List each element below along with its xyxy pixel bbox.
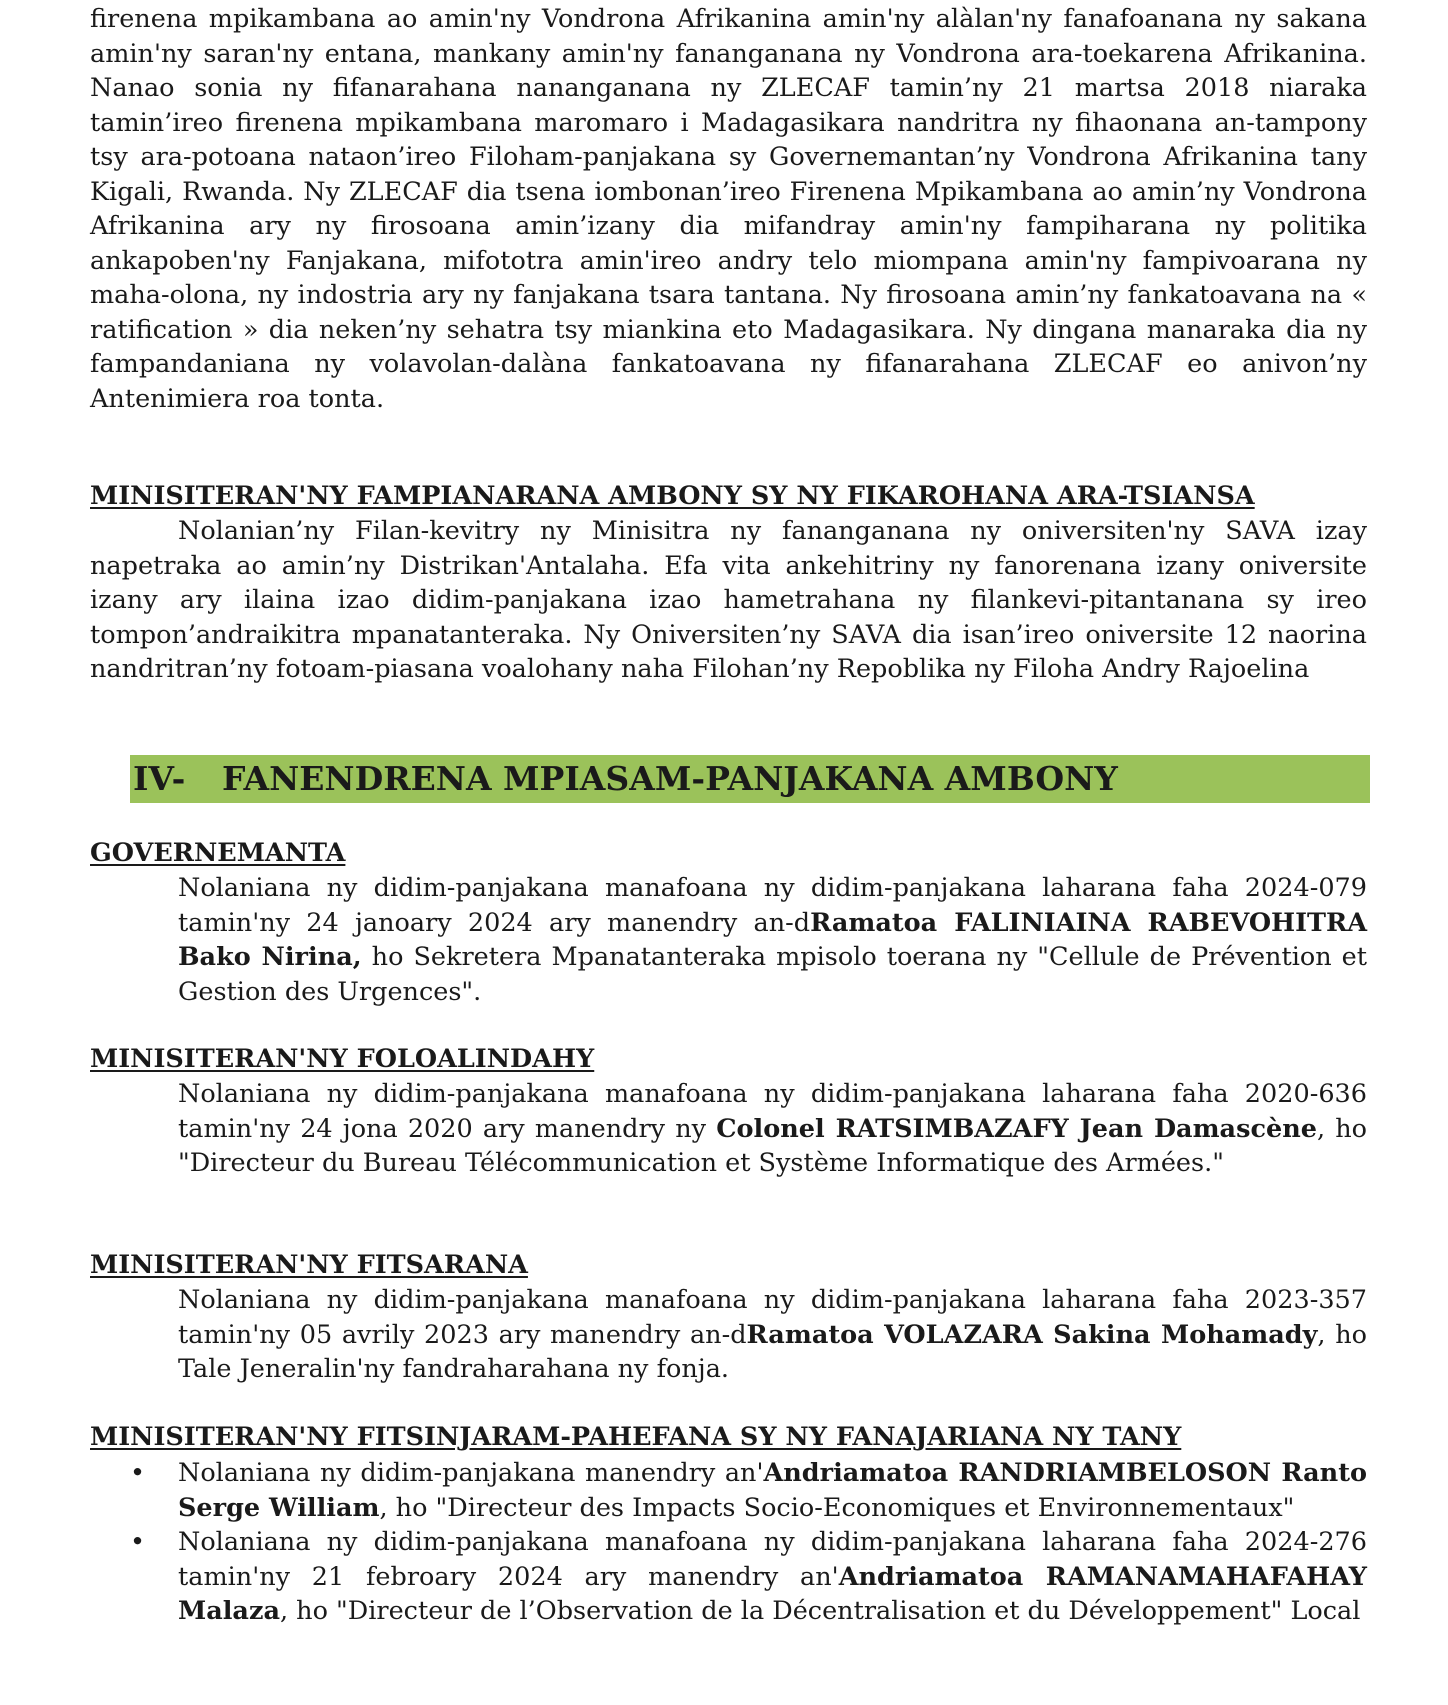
section-title: FANENDRENA MPIASAM-PANJAKANA AMBONY (222, 759, 1118, 798)
governemanta-text-pre: Nolaniana ny didim-panjakana manafoana ny didim-panjakana laharana faha 2024-079 tamin'ny 24 janoary 2024 ary manendry an-d (178, 873, 1367, 938)
governemanta-paragraph (178, 871, 1367, 1009)
list-item-appointee-name: Andriamatoa RANDRIAMBELOSON Ranto Serge William (178, 1458, 1367, 1523)
list-item (90, 1456, 1367, 1525)
foloalindahy-text-pre: Nolaniana ny didim-panjakana manafoana ny didim-panjakana laharana faha 2020-636 tamin'ny 24 jona 2020 ary manendry ny (178, 1079, 1367, 1144)
list-item (90, 1525, 1367, 1629)
list-item-text-post: , ho "Directeur de l’Observation de la Décentralisation et du Développement" Local (279, 1596, 1361, 1626)
governemanta-text-post: ho Sekretera Mpanatanteraka mpisolo toerana ny "Cellule de Prévention et Gestion des Urgences". (178, 942, 1368, 1007)
fitsarana-text-post: , ho Tale Jeneralin'ny fandraharahana ny fonja. (178, 1319, 1367, 1384)
foloalindahy-text-post: , ho "Directeur du Bureau Télécommunication et Système Informatique des Armées." (178, 1113, 1367, 1178)
intro-paragraph: firenena mpikambana ao amin'ny Vondrona Afrikanina amin'ny alàlan'ny fanafoanana ny sakana amin'ny saran'ny entana, mankany amin'ny fananganana ny Vondrona ara-toekarena Afrikanina. Nanao sonia ny fifanarahana nananganana ny ZLECAF tamin’ny 21 martsa 2018 niaraka tamin’ireo firenena mpikambana maromaro i Madagasikara nandritra ny fihaonana an-tampony tsy ara-potoana nataon’ireo Filoham-panjakana sy Governemantan’ny Vondrona Afrikanina tany Kigali, Rwanda. Ny ZLECAF dia tsena iombonan’ireo Firenena Mpikambana ao amin’ny Vondrona Afrikanina ary ny firosoana amin’izany dia mifandray amin'ny fampiharana ny politika ankapoben'ny Fanjakana, mifototra amin'ireo andry telo miompana amin'ny fampivoarana ny maha-olona, ny indostria ary ny fanjakana tsara tantana. Ny firosoana amin’ny fankatoavana na « ratification » dia neken’ny sehatra tsy miankina eto Madagasikara. Ny dingana manaraka dia ny fampandaniana ny volavolan-dalàna fankatoavana ny fifanarahana ZLECAF eo anivon’ny Antenimiera roa tonta. (90, 4, 1367, 414)
foloalindahy-paragraph (178, 1077, 1367, 1181)
list-item-text-pre: Nolaniana ny didim-panjakana manafoana ny didim-panjakana laharana faha 2024-276 tamin'ny 21 febroary 2024 ary manendry an' (178, 1527, 1367, 1592)
governemanta-heading: GOVERNEMANTA (90, 838, 346, 868)
higher-education-paragraph: Nolanian’ny Filan-kevitry ny Minisitra ny fananganana ny oniversiten'ny SAVA izay napetraka ao amin’ny Distrikan'Antalaha. Efa vita ankehitriny ny fanorenana izany oniversite izany ary ilaina izao didim-panjakana izao hametrahana ny filankevi-pitantanana sy ireo tompon’andraikitra mpanatanteraka. Ny Oniversiten’ny SAVA dia isan’ireo oniversite 12 naorina nandritran’ny fotoam-piasana voalohany naha Filohan’ny Repoblika ny Filoha Andry Rajoelina (90, 516, 1367, 684)
fitsinjaram-list (90, 1456, 1367, 1629)
list-item-appointee-name: Andriamatoa RAMANAMAHAFAHAY Malaza (178, 1561, 1367, 1626)
bullet-icon: • (130, 1458, 146, 1488)
fitsarana-appointee-name: Ramatoa VOLAZARA Sakina Mohamady (746, 1319, 1318, 1350)
section-number: IV- (133, 759, 186, 798)
section-heading-bar (130, 755, 1370, 803)
governemanta-appointee-name: Ramatoa FALINIAINA RABEVOHITRA Bako Nirina, (178, 907, 1368, 972)
fitsarana-heading: MINISITERAN'NY FITSARANA (90, 1250, 528, 1280)
bullet-icon: • (130, 1527, 146, 1557)
fitsarana-paragraph (178, 1283, 1367, 1387)
foloalindahy-heading: MINISITERAN'NY FOLOALINDAHY (90, 1044, 595, 1074)
list-item-text-post: , ho "Directeur des Impacts Socio-Economiques et Environnementaux" (379, 1492, 1295, 1523)
higher-education-heading: MINISITERAN'NY FAMPIANARANA AMBONY SY NY FIKAROHANA ARA-TSIANSA (90, 481, 1255, 511)
foloalindahy-appointee-name: Colonel RATSIMBAZAFY Jean Damascène (716, 1113, 1317, 1144)
fitsinjaram-heading: MINISITERAN'NY FITSINJARAM-PAHEFANA SY NY FANAJARIANA NY TANY (90, 1422, 1182, 1452)
list-item-text-pre: Nolaniana ny didim-panjakana manendry an' (178, 1458, 764, 1488)
fitsarana-text-pre: Nolaniana ny didim-panjakana manafoana ny didim-panjakana laharana faha 2023-357 tamin'ny 05 avrily 2023 ary manendry an-d (178, 1285, 1367, 1350)
